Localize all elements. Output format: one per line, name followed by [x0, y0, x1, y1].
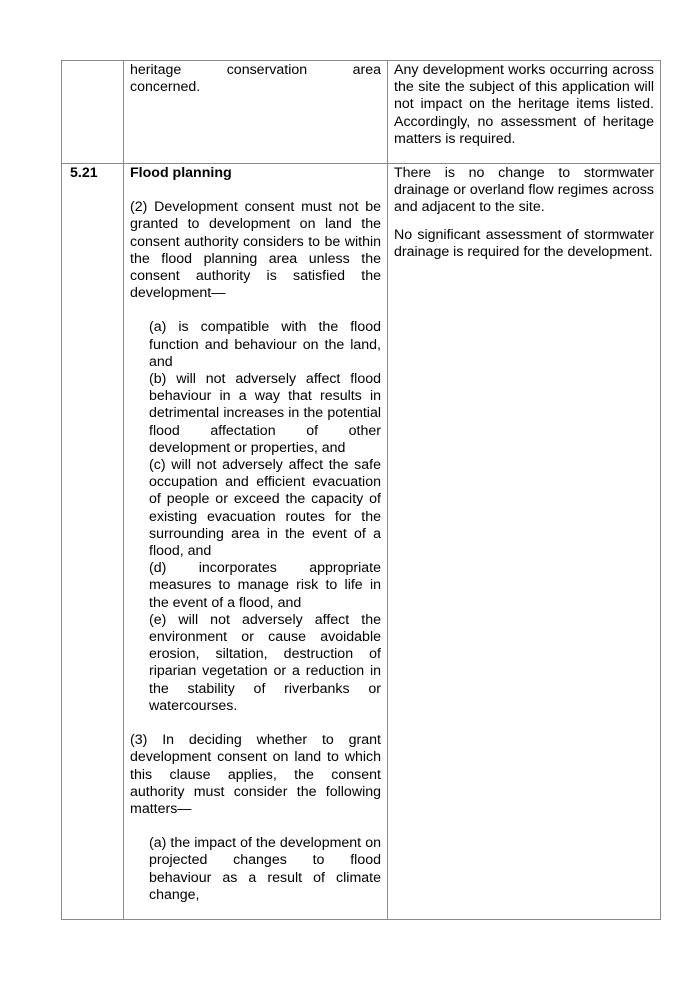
clause-heading: Flood planning: [130, 165, 232, 181]
clause-subitem: (b) will not adversely affect flood behaviour in a way that results in detrimental increases in the potential flood affectation of other development or properties, and: [149, 371, 381, 456]
clause-number-cell: [62, 61, 124, 164]
response-text: There is no change to stormwater drainage or overland flow regimes across and adjacent to the site.: [394, 165, 654, 216]
response-text: Any development works occurring across the site the subject of this application will not impact on the heritage items listed. Accordingly, no assessment of heritage matters is required.: [394, 62, 654, 147]
requirement-cell: [124, 61, 388, 164]
clause-subitem: (a) the impact of the development on projected changes to flood behaviour as a result of climate change,: [149, 835, 381, 903]
clause-paragraph: (3) In deciding whether to grant development consent on land to which this clause applies, the consent authority must consider the following matters—: [130, 732, 381, 817]
clause-subitem: (d) incorporates appropriate measures to manage risk to life in the event of a flood, and: [149, 560, 381, 611]
response-cell: [388, 61, 661, 164]
table-row: [62, 164, 661, 920]
requirement-text-line: heritage conservation area: [130, 62, 381, 78]
requirement-cell: [124, 164, 388, 920]
table-row: [62, 61, 661, 164]
response-text: No significant assessment of stormwater drainage is required for the development.: [394, 226, 654, 260]
response-cell: [388, 164, 661, 920]
clause-subitem: (c) will not adversely affect the safe occupation and efficient evacuation of people or exceed the capacity of existing evacuation routes for the surrounding area in the event of a flood, and: [149, 457, 381, 560]
assessment-table: [61, 60, 661, 920]
clause-subitem: (a) is compatible with the flood function and behaviour on the land, and: [149, 319, 381, 370]
clause-subitems: [130, 835, 381, 904]
clause-number-cell: 5.21: [62, 164, 124, 920]
requirement-text-line: concerned.: [130, 79, 201, 96]
clause-paragraph: (2) Development consent must not be granted to development on land the consent authority considers to be within the flood planning area unless the consent authority is satisfied the development—: [130, 199, 381, 302]
clause-subitem: (e) will not adversely affect the environment or cause avoidable erosion, siltation, destruction of riparian vegetation or a reduction in the stability of riverbanks or watercourses.: [149, 611, 381, 714]
clause-subitems: [130, 319, 381, 715]
